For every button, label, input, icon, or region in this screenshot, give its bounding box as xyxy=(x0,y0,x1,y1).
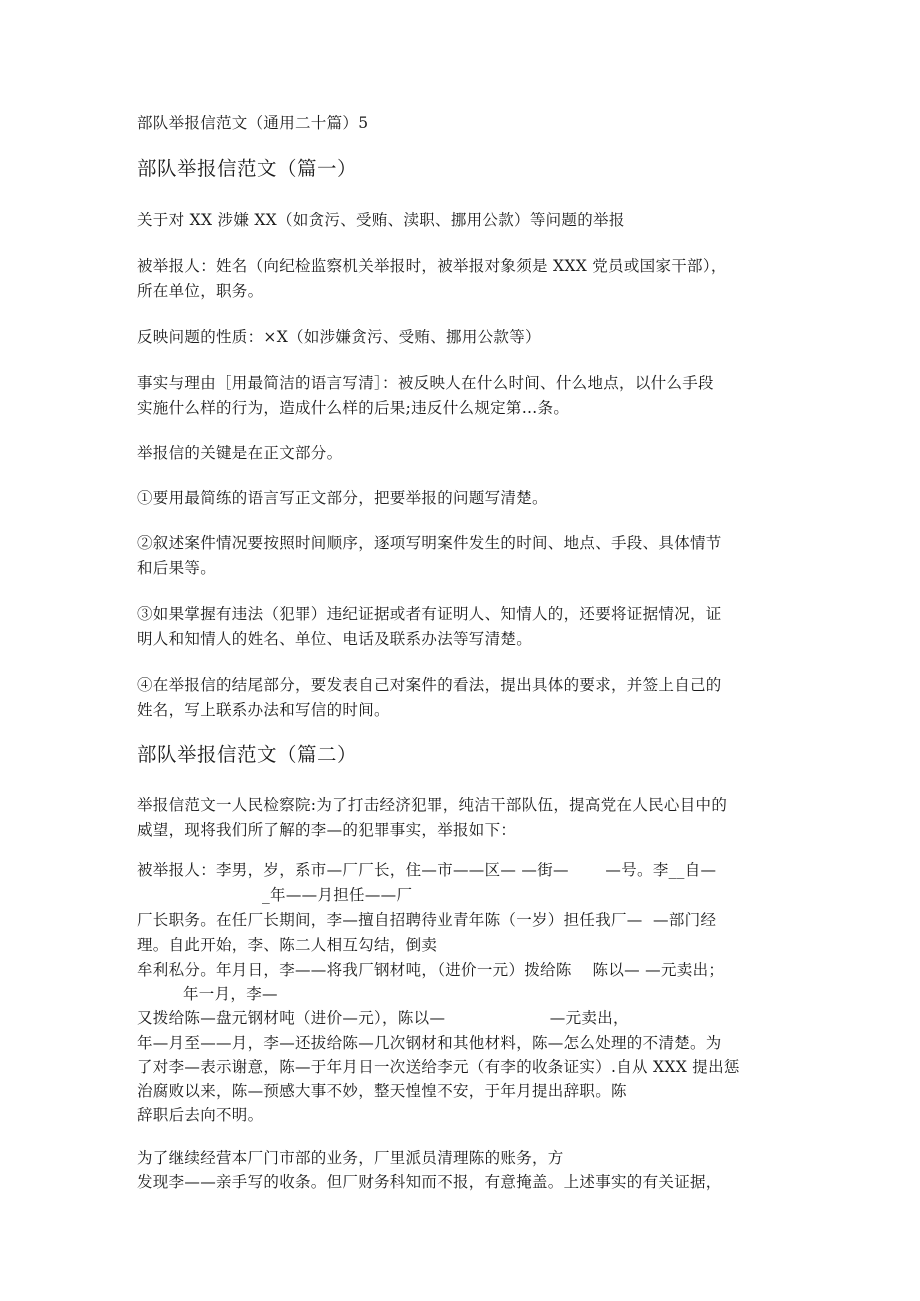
paragraph-line: 举报信的关键是在正文部分。 xyxy=(137,444,343,462)
paragraph-line: 关于对 XX 涉嫌 XX（如贪污、受贿、渎职、挪用公款）等问题的举报 xyxy=(137,211,625,229)
paragraph-line: ④在举报信的结尾部分，要发表自己对案件的看法，提出具体的要求，并签上自己的 xyxy=(137,676,722,694)
paragraph-line: 反映问题的性质：×X（如涉嫌贪污、受贿、挪用公款等） xyxy=(137,328,541,346)
paragraph-line: 姓名，写上联系办法和写信的时间。 xyxy=(137,701,390,719)
paragraph-line: 举报信范文一人民检察院:为了打击经济犯罪，纯洁干部队伍，提高党在人民心目中的 xyxy=(137,796,728,814)
paragraph-line: 理。自此开始，李、陈二人相互勾结，倒卖 xyxy=(137,936,438,954)
paragraph-line: 和后果等。 xyxy=(137,559,217,577)
paragraph-line: 发现李——亲手写的收条。但厂财务科知而不报，有意掩盖。上述事实的有关证据， xyxy=(137,1173,722,1191)
paragraph-line: 为了继续经营本厂门市部的业务，厂里派员清理陈的账务，方 xyxy=(137,1149,564,1167)
paragraph-line: 年一月，李— xyxy=(183,985,278,1003)
section-heading-1: 部队举报信范文（篇一） xyxy=(137,157,358,180)
paragraph-line: 所在单位，职务。 xyxy=(137,282,264,300)
paragraph-line: 被举报人：姓名（向纪检监察机关举报时，被举报对象须是 XXX 党员或国家干部）， xyxy=(137,257,727,275)
paragraph-line: 牟利私分。年月日，李——将我厂钢材吨，（进价一元）拨给陈 陈以— —元卖出； xyxy=(137,961,725,979)
paragraph-line: 明人和知情人的姓名、单位、电话及联系办法等写清楚。 xyxy=(137,630,533,648)
paragraph-line: ③如果掌握有违法（犯罪）违纪证据或者有证明人、知情人的，还要将证据情况，证 xyxy=(137,605,722,623)
paragraph-line: 治腐败以来，陈—预感大事不妙，整天惶惶不安，于年月提出辞职。陈 xyxy=(137,1082,627,1100)
paragraph-line: 被举报人：李男，岁，系市—厂厂长，住—市——区— —街— —号。李__自— xyxy=(137,861,717,879)
paragraph-line: 年—月至——月，李—还拔给陈—几次钢材和其他材料，陈—怎么处理的不清楚。为 xyxy=(137,1034,722,1052)
paragraph-line: 厂长职务。在任厂长期间，李—擅自招聘待业青年陈（一岁）担任我厂— —部门经 xyxy=(137,911,717,929)
paragraph-line: ①要用最简练的语言写正文部分，把要举报的问题写清楚。 xyxy=(137,489,548,507)
document-title: 部队举报信范文（通用二十篇）5 xyxy=(137,114,369,132)
paragraph-line: 事实与理由［用最简洁的语言写清］：被反映人在什么时间、什么地点，以什么手段 xyxy=(137,374,714,392)
paragraph-line: _年——月担任——厂 xyxy=(262,886,413,904)
paragraph-line: 又拨给陈—盘元钢材吨（进价—元），陈以— —元卖出， xyxy=(137,1009,629,1027)
paragraph-line: 威望，现将我们所了解的李—的犯罪事实，举报如下： xyxy=(137,821,517,839)
paragraph-line: 辞职后去向不明。 xyxy=(137,1106,264,1124)
paragraph-line: ②叙述案件情况要按照时间顺序，逐项写明案件发生的时间、地点、手段、具体情节 xyxy=(137,534,722,552)
paragraph-line: 实施什么样的行为，造成什么样的后果;违反什么规定第…条。 xyxy=(137,399,570,417)
section-heading-2: 部队举报信范文（篇二） xyxy=(137,743,358,766)
paragraph-line: 了对李—表示谢意，陈—于年月日一次送给李元（有李的收条证实）.自从 XXX 提出惩 xyxy=(137,1058,740,1076)
